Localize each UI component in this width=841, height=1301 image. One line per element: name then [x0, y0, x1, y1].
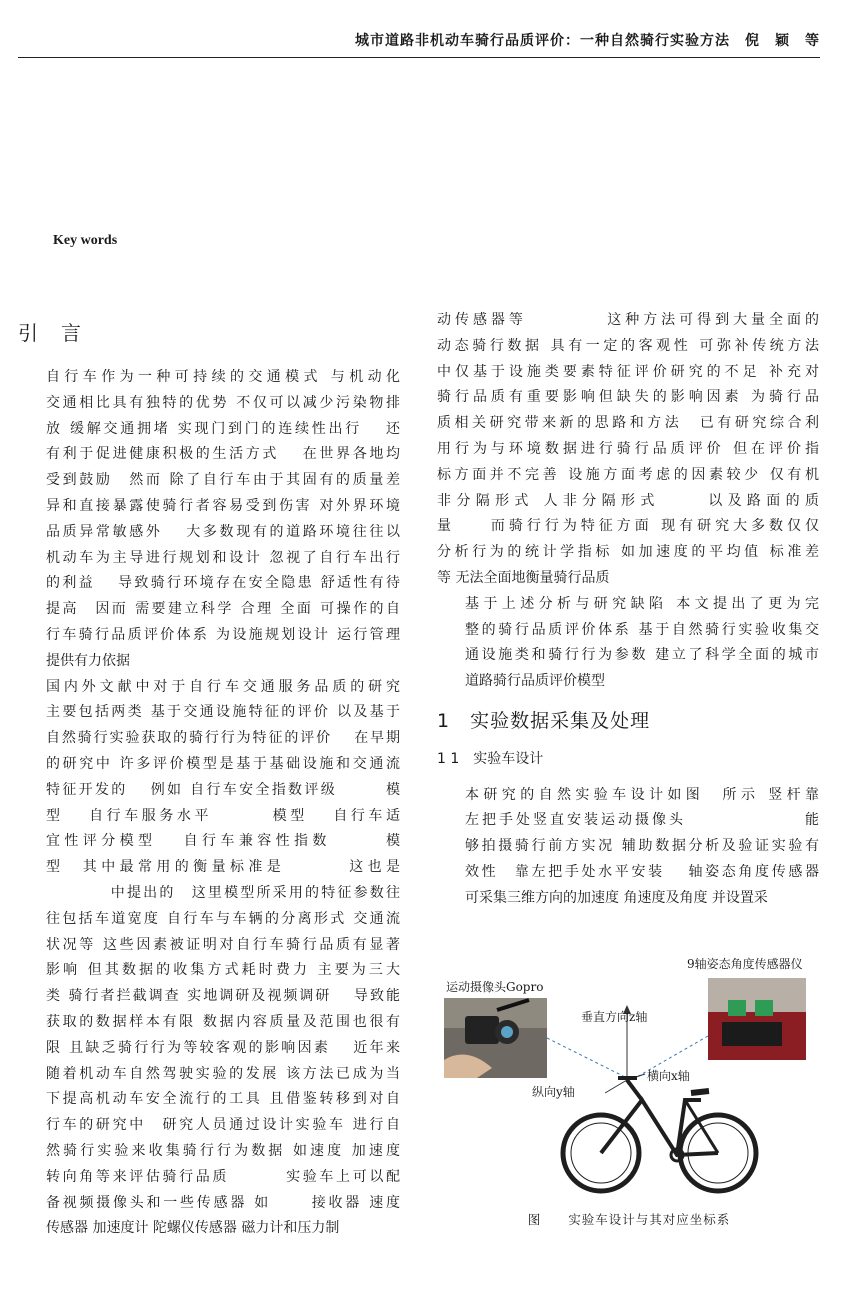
text-line: 状况等 这些因素被证明对自行车骑行品质有显著 [46, 936, 400, 953]
text-line: 中提出的 这里模型所采用的特征参数往 [46, 884, 400, 901]
text-line: 的研究中 许多评价模型是基于基础设施和交通流 [46, 755, 400, 772]
text-line: 传感器 加速度计 陀螺仪传感器 磁力计和压力制 [46, 1220, 340, 1237]
figure-experiment-bike [437, 950, 821, 1240]
bicycle-drawing [563, 1078, 756, 1191]
right-paragraph-3 [437, 783, 819, 912]
camera-leader-line [547, 1038, 627, 1078]
text-line: 限 且缺乏骑行行为等较客观的影响因素 近年来 [46, 1039, 400, 1056]
text-line: 分析行为的统计学指标 如加速度的平均值 标准差 [437, 544, 819, 561]
section-1-title: 1 实验数据采集及处理 [437, 709, 651, 732]
text-line: 型 其中最常用的衡量标准是 这也是 [46, 859, 400, 876]
text-line: 左把手处竖直安装运动摄像头 能 [465, 812, 819, 829]
header-rule [18, 57, 820, 58]
text-line: 主要包括两类 基于交通设施特征的评价 以及基于 [46, 704, 400, 721]
section-1-1-title: 1 1 实验车设计 [437, 750, 544, 767]
text-line: 用行为与环境数据进行骑行品质评价 但在评价指 [437, 440, 819, 457]
text-line: 行车的研究中 研究人员通过设计实验车 进行自 [46, 1117, 400, 1134]
left-column [18, 315, 400, 1242]
text-line: 非分隔形式 人非分隔形式 以及路面的质 [437, 492, 819, 509]
intro-paragraph-2 [18, 675, 400, 1243]
text-line: 通设施类和骑行行为参数 建立了科学全面的城市 [465, 647, 819, 664]
text-line: 标方面并不完善 设施方面考虑的因素较少 仅有机 [437, 466, 819, 483]
text-line: 往包括车道宽度 自行车与车辆的分离形式 交通流 [46, 910, 400, 927]
text-line: 动传感器等 这种方法可得到大量全面的 [437, 312, 819, 328]
text-line: 整的骑行品质评价体系 基于自然骑行实验收集交 [465, 621, 819, 638]
text-line: 宜性评分模型 自行车兼容性指数 模 [46, 833, 400, 850]
text-line: 类 骑行者拦截调查 实地调研及视频调研 导致能 [46, 988, 400, 1005]
label-y-axis: 纵向y轴 [532, 1085, 575, 1099]
text-line: 量 而骑行行为特征方面 现有研究大多数仅仅 [437, 518, 819, 535]
text-line: 然骑行实验来收集骑行行为数据 如速度 加速度 [46, 1142, 400, 1159]
text-line: 提高 因而 需要建立科学 合理 全面 可操作的自 [46, 601, 400, 618]
y-axis-line [605, 1080, 627, 1093]
text-line: 自然骑行实验获取的骑行行为特征的评价 在早期 [46, 730, 400, 747]
label-camera: 运动摄像头Gopro [446, 980, 544, 994]
text-line: 本研究的自然实验车设计如图 所示 竖杆靠 [465, 786, 819, 803]
label-x-axis: 横向x轴 [647, 1069, 690, 1083]
text-line: 骑行品质有重要影响但缺失的影响因素 为骑行品 [437, 389, 819, 406]
intro-title-b: 言 [61, 321, 82, 345]
text-line: 型 自行车服务水平 模型 自行车适 [46, 807, 400, 824]
right-paragraph-2 [437, 592, 819, 695]
text-line: 行车骑行品质评价体系 为设施规划设计 运行管理 [46, 626, 400, 643]
text-line: 质相关研究带来新的思路和方法 已有研究综合利 [437, 415, 819, 432]
text-line: 交通相比具有独特的优势 不仅可以减少污染物排 [46, 394, 400, 411]
text-line: 国内外文献中对于自行车交通服务品质的研究 [46, 678, 400, 695]
text-line: 机动车为主导进行规划和设计 忽视了自行车出行 [46, 549, 400, 566]
text-line: 随着机动车自然驾驶实验的发展 该方法已成为当 [46, 1065, 400, 1082]
text-line: 效性 靠左把手处水平安装 轴姿态角度传感器 [465, 863, 819, 880]
text-line: 等 无法全面地衡量骑行品质 [437, 569, 610, 586]
text-line: 影响 但其数据的收集方式耗时费力 主要为三大 [46, 962, 400, 979]
text-line: 中仅基于设施类要素特征评价研究的不足 补充对 [437, 363, 819, 380]
label-z-axis: 垂直方向z轴 [581, 1010, 648, 1024]
text-line: 动态骑行数据 具有一定的客观性 可弥补传统方法 [437, 337, 819, 354]
text-line: 够拍摄骑行前方实况 辅助数据分析及验证实验有 [465, 838, 819, 855]
text-line: 可采集三维方向的加速度 角速度及角度 并设置采 [465, 889, 768, 906]
keywords-label: Key words [53, 233, 118, 248]
running-title: 城市道路非机动车骑行品质评价：一种自然骑行实验方法 倪 颖 等 [355, 33, 820, 49]
intro-title-a: 引 [18, 321, 39, 345]
text-line: 自行车作为一种可持续的交通模式 与机动化 [46, 369, 400, 385]
text-line: 品质异常敏感外 大多数现有的道路环境往往以 [46, 523, 400, 540]
text-line: 基于上述分析与研究缺陷 本文提出了更为完 [465, 595, 819, 612]
text-line: 转向角等来评估骑行品质 实验车上可以配 [46, 1168, 400, 1185]
label-sensor: 9轴姿态角度传感器仪 [687, 957, 803, 971]
sensor-photo [708, 978, 806, 1060]
text-line: 下提高机动车安全流行的工具 且借鉴转移到对自 [46, 1091, 400, 1108]
text-line: 获取的数据样本有限 数据内容质量及范围也很有 [46, 1013, 400, 1030]
camera-photo [444, 998, 547, 1078]
text-line: 受到鼓励 然而 除了自行车由于其固有的质量差 [46, 472, 400, 489]
text-line: 放 缓解交通拥堵 实现门到门的连续性出行 还 [46, 420, 400, 437]
right-paragraph-1 [437, 308, 819, 592]
text-line: 异和直接暴露使骑行者容易受到伤害 对外界环境 [46, 497, 400, 514]
figure-caption: 图 实验车设计与其对应坐标系 [527, 1212, 731, 1227]
text-line: 提供有力依据 [46, 652, 130, 669]
text-line: 备视频摄像头和一些传感器 如 接收器 速度 [46, 1194, 400, 1211]
right-column [437, 308, 819, 912]
text-line: 有利于促进健康积极的生活方式 在世界各地均 [46, 446, 400, 463]
text-line: 特征开发的 例如 自行车安全指数评级 模 [46, 781, 400, 798]
intro-paragraph-1 [18, 365, 400, 675]
text-line: 道路骑行品质评价模型 [465, 673, 605, 690]
text-line: 的利益 导致骑行环境存在安全隐患 舒适性有待 [46, 575, 400, 592]
section-title-intro [18, 315, 400, 351]
